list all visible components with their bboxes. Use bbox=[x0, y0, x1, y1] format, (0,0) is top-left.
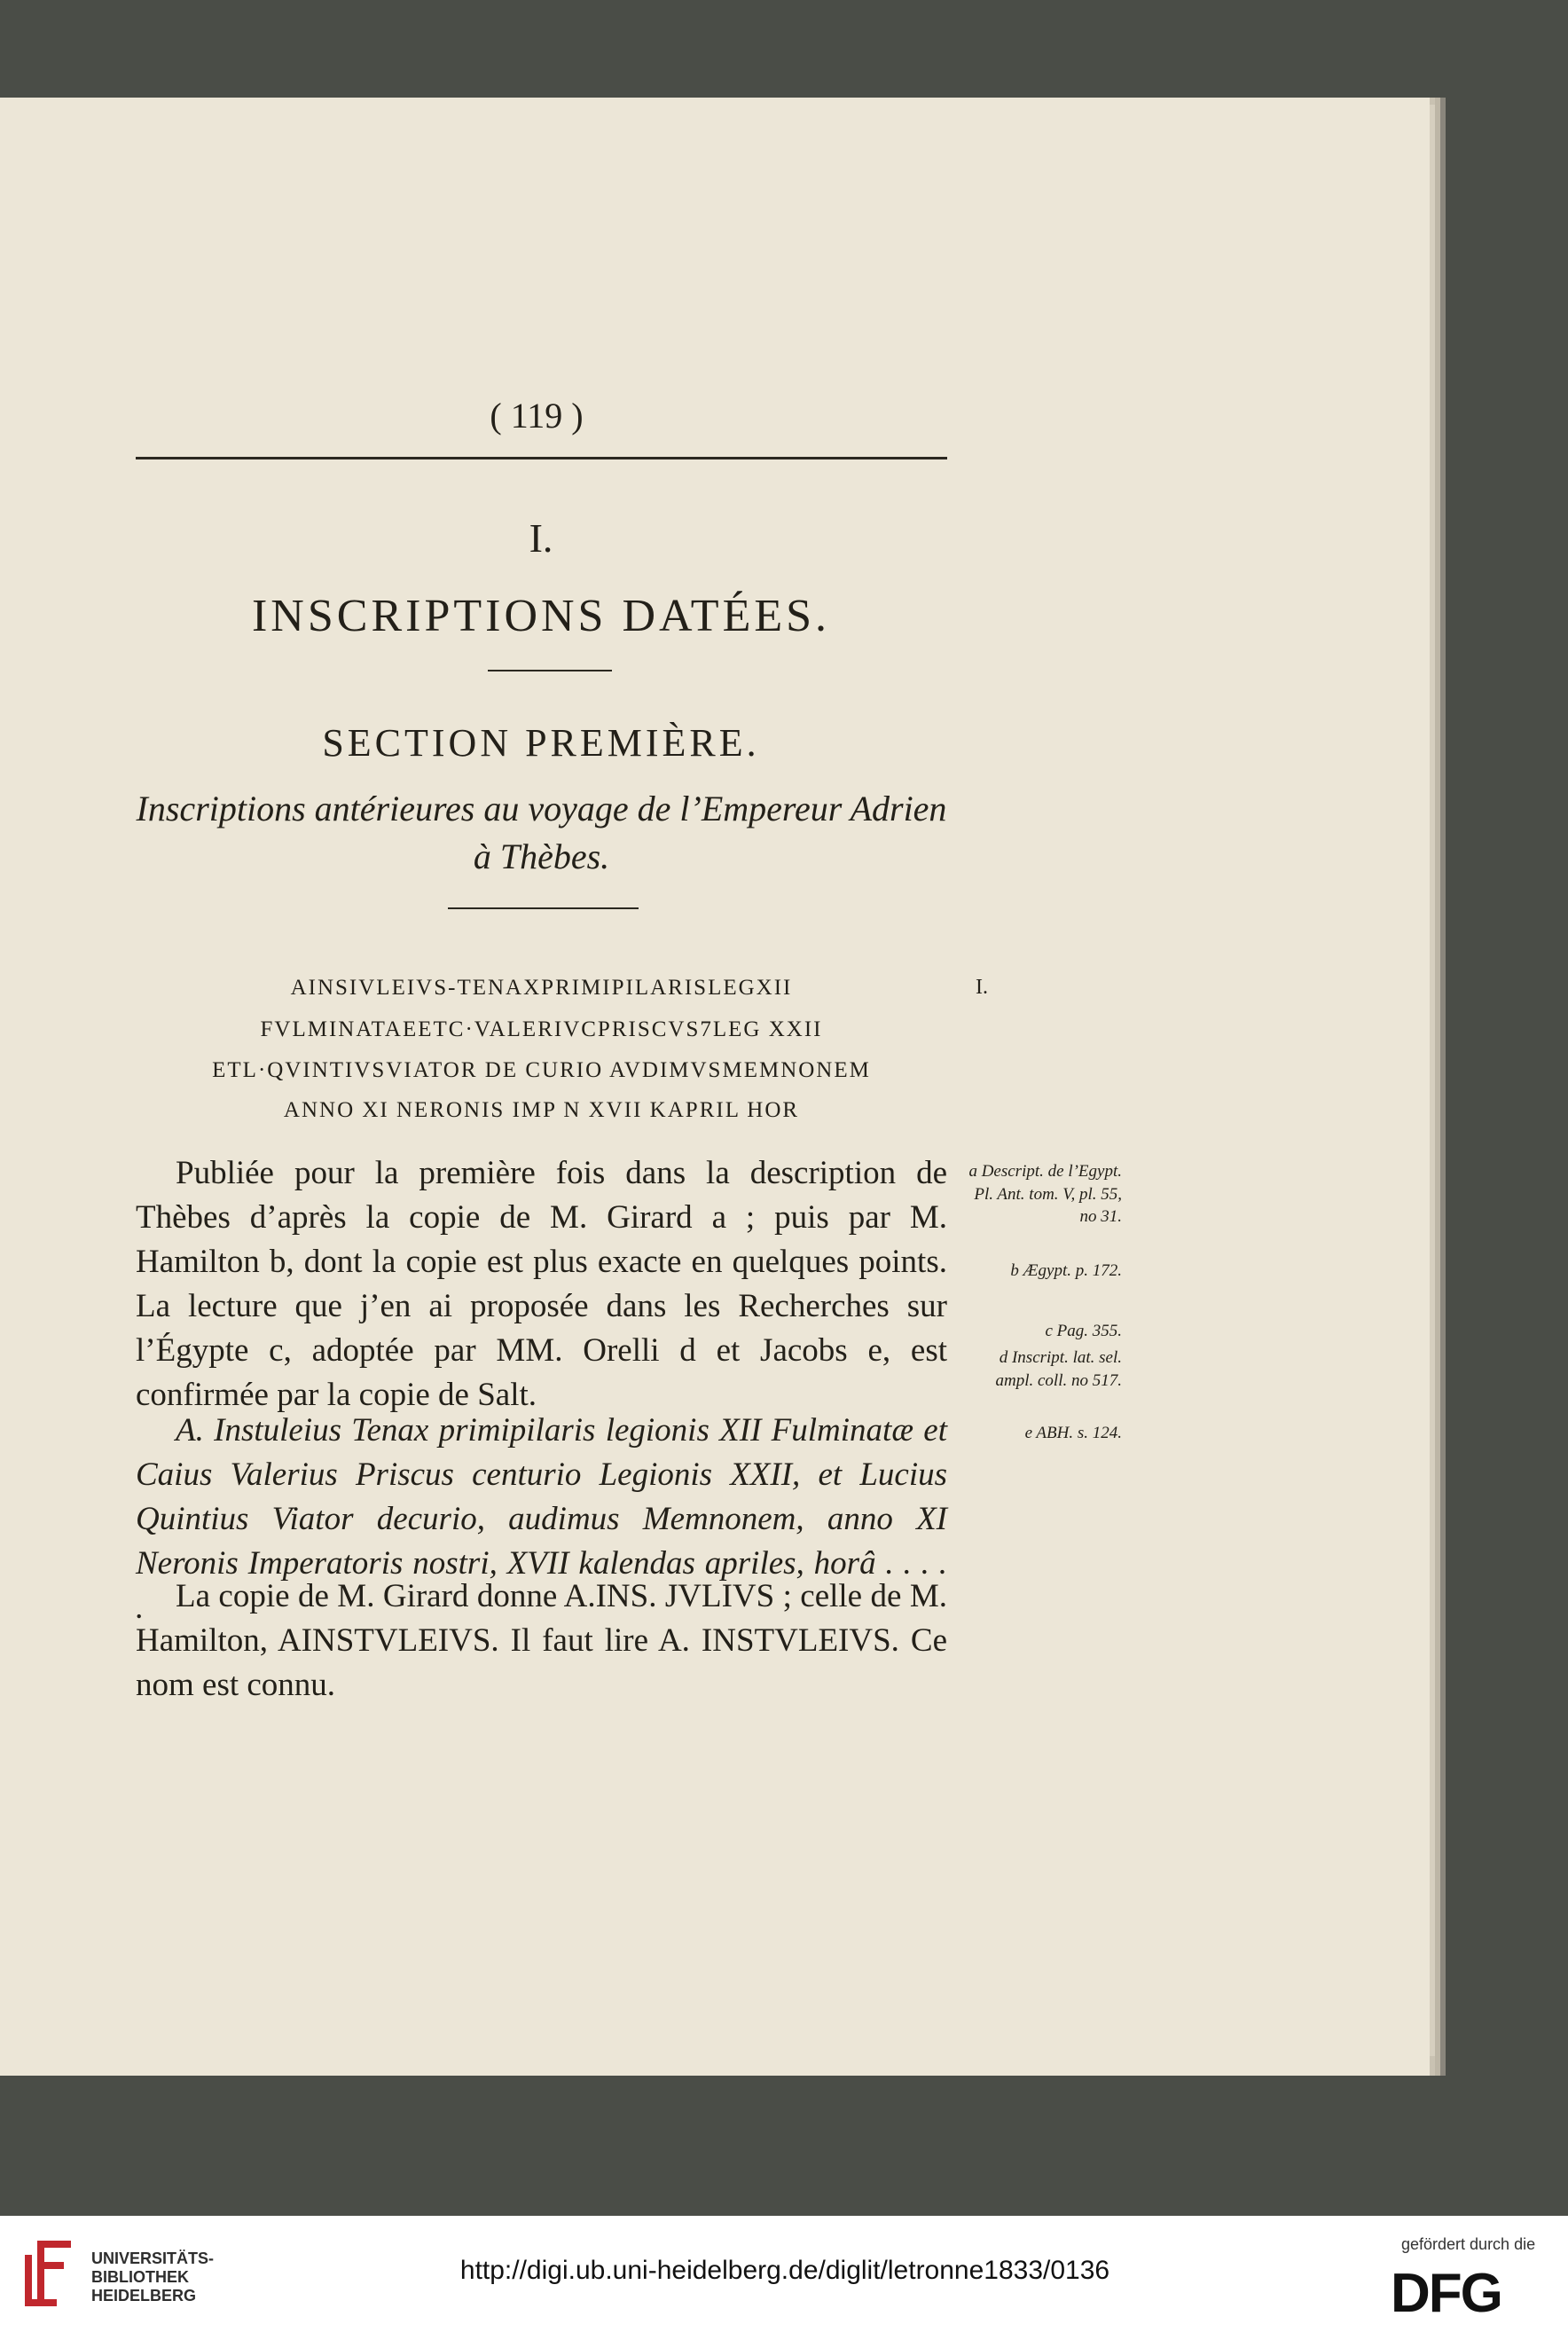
footer-bar bbox=[0, 2216, 1568, 2332]
section-rule bbox=[448, 907, 639, 909]
title-rule bbox=[488, 670, 612, 671]
inscription-line: ANNO XI NERONIS IMP N XVII KAPRIL HOR bbox=[283, 1098, 800, 1122]
page-edge bbox=[1430, 105, 1435, 2056]
paragraph: La copie de M. Girard donne A.INS. JVLIVS ; celle de M. Hamilton, AINSTVLEIVS. Il faut lire A. INSTVLEIVS. Ce nom est connu. bbox=[136, 1578, 947, 1703]
section-subtitle: Inscriptions antérieures au voyage de l’Empereur Adrien à Thèbes. bbox=[136, 789, 947, 876]
book-page bbox=[0, 98, 1430, 2076]
funded-by-caption: gefördert durch die bbox=[1401, 2235, 1536, 2253]
dfg-logo: DFG bbox=[1391, 2263, 1501, 2324]
footnote: c Pag. 355. bbox=[1045, 1322, 1122, 1340]
inscription-line: FVLMINATAEETC·VALERIVCPRISCVS7LEG XXII bbox=[260, 1017, 823, 1041]
page-title: INSCRIPTIONS DATÉES. bbox=[251, 591, 831, 641]
footnote: b Ægypt. p. 172. bbox=[1010, 1261, 1122, 1280]
footnote: d Inscript. lat. sel. ampl. coll. no 517. bbox=[995, 1348, 1122, 1390]
inscription-line: ETL·QVINTIVSVIATOR DE CURIO AVDIMVSMEMNONEM bbox=[212, 1058, 871, 1082]
footnote: e ABH. s. 124. bbox=[1024, 1424, 1122, 1442]
library-logo-icon bbox=[20, 2235, 74, 2312]
page-number: ( 119 ) bbox=[490, 396, 584, 436]
header-rule bbox=[136, 457, 947, 459]
inscription-number: I. bbox=[976, 976, 988, 999]
footnote: a Descript. de l’Egypt. Pl. Ant. tom. V, pl. 55, no 31. bbox=[968, 1162, 1122, 1227]
translation-paragraph: A. Instuleius Tenax primipilaris legionis XII Fulminatæ et Caius Valerius Priscus centurio Legionis XXII, et Lucius Quintius Viator decurio, audimus Memnonem, anno XI Neronis Imperatoris nostri, XVII kalendas apriles, horâ . . . . . bbox=[136, 1412, 947, 1626]
inscription-line: AINSIVLEIVS-TENAXPRIMIPILARISLEGXII bbox=[290, 976, 793, 1000]
page-url-link[interactable]: http://digi.ub.uni-heidelberg.de/diglit/letronne1833/0136 bbox=[459, 2256, 1110, 2285]
section-heading: SECTION PREMIÈRE. bbox=[322, 721, 760, 765]
library-name: UNIVERSITÄTS- BIBLIOTHEK HEIDELBERG bbox=[91, 2250, 215, 2305]
chapter-number: I. bbox=[529, 515, 553, 561]
paragraph: Publiée pour la première fois dans la description de Thèbes d’après la copie de M. Girard a ; puis par M. Hamilton b, dont la copie est plus exacte en quelques points. La lecture que j’en ai proposée dans les Recherches sur l’Égypte c, adoptée par MM. Orelli d et Jacobs e, est confirmée par la copie de Salt. bbox=[136, 1155, 947, 1413]
